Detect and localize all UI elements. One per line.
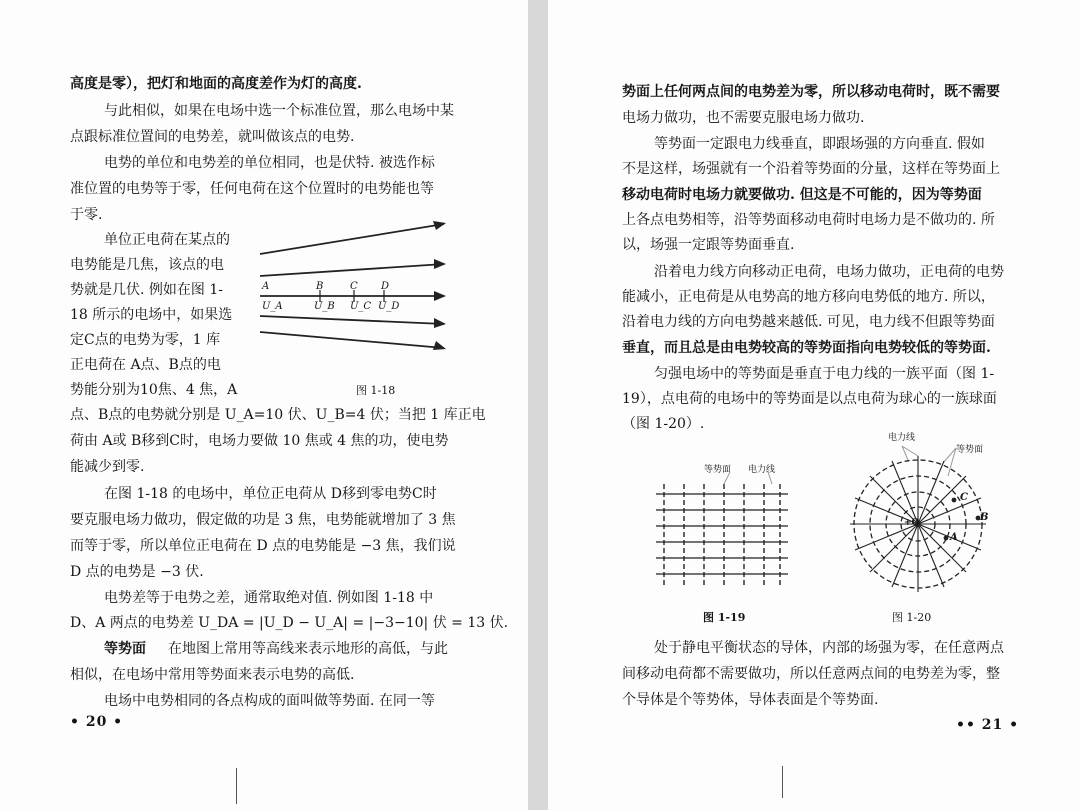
text-line: 不是这样，场强就有一个沿着等势面的分量，这样在等势面上 — [622, 161, 1000, 177]
right-page — [548, 0, 1080, 810]
page-number: •• 21 • — [956, 717, 1020, 733]
text-line: 等势面一定跟电力线垂直，即跟场强的方向垂直. 假如 — [654, 136, 985, 152]
text-line: 与此相似，如果在电场中选一个标准位置，那么电场中某 — [104, 103, 454, 119]
text-line: 要克服电场力做功，假定做的功是 3 焦，电势能就增加了 3 焦 — [70, 512, 456, 528]
text-line: 电势的单位和电势差的单位相同，也是伏特. 被选作标 — [104, 155, 435, 171]
figure-caption: 图 1-19 — [703, 611, 746, 624]
field-line — [260, 332, 444, 348]
radial-field-line — [870, 524, 918, 572]
text-line: 单位正电荷在某点的 — [104, 232, 230, 248]
figure-1-19 — [656, 472, 796, 598]
text-line: 19），点电荷的电场中的等势面是以点电荷为球心的一族球面 — [622, 391, 997, 407]
fig19-label-equipotential: 等势面 — [704, 465, 732, 475]
text-line: 相似，在电场中常用等势面来表示电势的高低. — [70, 667, 355, 683]
arrowhead — [434, 291, 446, 301]
radial-field-line — [870, 476, 918, 524]
text-line: 沿着电力线方向移动正电荷，电场力做功，正电荷的电势 — [654, 264, 1004, 280]
text-line: D 点的电势是 −3 伏. — [70, 564, 204, 580]
text-line: 正电荷在 A点、B点的电 — [70, 357, 221, 373]
label-c: C — [960, 492, 968, 503]
point-a — [944, 536, 949, 541]
text-line: 高度是零），把灯和地面的高度差作为灯的高度. — [70, 76, 362, 92]
text-line: 在地图上常用等高线来表示地形的高低，与此 — [168, 641, 448, 657]
text-line: 点跟标准位置间的电势差，就叫做该点的电势. — [70, 129, 355, 145]
label-a: A — [950, 532, 958, 543]
arrowhead — [434, 259, 446, 269]
text-line: 移动电荷时电场力就要做功. 但这是不可能的，因为等势面 — [622, 187, 982, 203]
point-label-c: C — [350, 281, 358, 292]
figure-1-18 — [258, 218, 468, 353]
page-gutter — [528, 0, 548, 810]
text-line: 18 所示的电场中，如果选 — [70, 307, 233, 323]
figure-caption: 图 1-20 — [892, 611, 932, 624]
text-line: 匀强电场中的等势面是垂直于电力线的一族平面（图 1- — [654, 366, 995, 382]
text-line: 能减小，正电荷是从电势高的地方移向电势低的地方. 所以， — [622, 289, 995, 305]
text-line: 电势能是几焦，该点的电 — [70, 257, 224, 273]
radial-field-line — [918, 476, 966, 524]
potential-label-ud: U_D — [378, 301, 400, 312]
point-c — [952, 498, 957, 503]
text-line: 电场力做功，也不需要克服电场力做功. — [622, 110, 865, 126]
fig20-label-equipotential: 等势面 — [956, 445, 984, 455]
text-line: 在图 1-18 的电场中，单位正电荷从 D移到零电势C时 — [104, 486, 437, 502]
label-b: B — [980, 512, 989, 523]
scan-artifact-line — [236, 768, 237, 804]
text-line: 个导体是个等势体，导体表面是个等势面. — [622, 692, 879, 708]
text-line: 荷由 A或 B移到C时，电场力要做 10 焦或 4 焦的功，使电势 — [70, 433, 449, 449]
potential-label-ub: U_B — [314, 301, 335, 312]
arrowhead — [433, 341, 446, 350]
section-heading: 等势面 — [104, 641, 146, 657]
page-number: • 20 • — [70, 714, 124, 730]
arrowhead — [433, 221, 446, 230]
fig19-label-fieldline: 电力线 — [748, 465, 776, 475]
text-line: （图 1-20）. — [622, 416, 705, 432]
text-line: 沿着电力线的方向电势越来越低. 可见，电力线不但跟等势面 — [622, 314, 995, 330]
text-line: D、A 两点的电势差 U_DA = |U_D − U_A| = |−3−10| 伏 = 13 伏. — [70, 615, 509, 631]
text-line: 势就是几伏. 例如在图 1- — [70, 282, 223, 298]
text-line: 间移动电荷都不需要做功，所以任意两点间的电势差为零，整 — [622, 666, 1000, 682]
text-line: 电势差等于电势之差，通常取绝对值. 例如图 1-18 中 — [104, 590, 434, 606]
scan-artifact-line — [782, 766, 783, 798]
label-charge: +Q — [904, 518, 920, 528]
point-label-d: D — [381, 281, 390, 292]
text-line: 以，场强一定跟等势面垂直. — [622, 237, 795, 253]
text-line: 而等于零，所以单位正电荷在 D 点的电势能是 −3 焦，我们说 — [70, 538, 456, 554]
potential-label-uc: U_C — [350, 301, 372, 312]
field-line — [260, 264, 444, 276]
point-label-a: A — [262, 281, 270, 292]
text-line: 能减少到零. — [70, 459, 145, 475]
text-line: 垂直，而且总是由电势较高的等势面指向电势较低的等势面. — [622, 340, 991, 356]
text-line: 上各点电势相等，沿等势面移动电荷时电场力是不做功的. 所 — [622, 212, 995, 228]
text-line: 点、B点的电势就分别是 U_A=10 伏、U_B=4 伏；当把 1 库正电 — [70, 407, 486, 423]
left-page — [0, 0, 528, 810]
field-line — [260, 316, 444, 324]
figure-caption: 图 1-18 — [356, 384, 396, 397]
fig20-label-fieldline: 电力线 — [888, 433, 916, 443]
arrowhead — [434, 318, 446, 328]
text-line: 处于静电平衡状态的导体，内部的场强为零，在任意两点 — [654, 640, 1004, 656]
point-label-b: B — [316, 281, 324, 292]
text-line: 于零. — [70, 207, 103, 223]
text-line: 定C点的电势为零，1 库 — [70, 332, 221, 348]
radial-field-line — [918, 524, 966, 572]
text-line: 势面上任何两点间的电势差为零，所以移动电荷时，既不需要 — [622, 84, 1000, 100]
potential-label-ua: U_A — [262, 301, 283, 312]
field-line — [260, 224, 444, 254]
text-line: 势能分别为10焦、4 焦，A — [70, 382, 238, 398]
text-line: 电场中电势相同的各点构成的面叫做等势面. 在同一等 — [104, 693, 435, 709]
text-line: 准位置的电势等于零，任何电荷在这个位置时的电势能也等 — [70, 181, 434, 197]
